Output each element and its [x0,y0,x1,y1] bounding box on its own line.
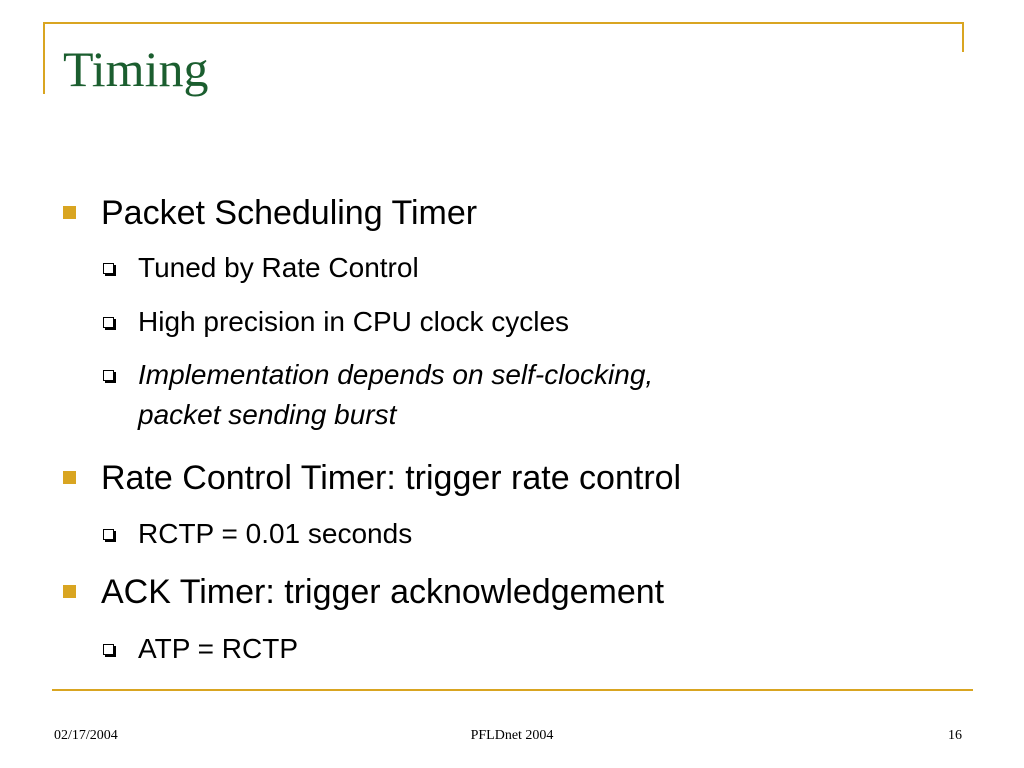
box-bullet-icon [103,370,114,381]
slide-title: Timing [63,41,209,97]
box-bullet-icon [103,317,114,328]
bullet-rate-control-timer [63,458,681,498]
frame-right-line [962,22,964,52]
subbullet-text-line-1: Implementation depends on self-clocking, [138,359,654,390]
frame-left-line [43,22,45,94]
subbullet-text: RCTP = 0.01 seconds [138,518,413,549]
box-bullet-icon [103,644,114,655]
subbullet-implementation [103,353,653,437]
bullet-ack-timer [63,572,664,612]
subbullet-rctp [103,512,412,556]
subbullet-text: High precision in CPU clock cycles [138,306,570,337]
square-bullet-icon [63,471,76,484]
subbullet-tuned-by-rate-control [103,246,419,290]
subbullet-atp [103,627,298,671]
footer-conference: PFLDnet 2004 [470,728,554,743]
subbullet-text: ATP = RCTP [138,633,299,664]
footer-date: 02/17/2004 [54,728,118,743]
footer-divider [52,689,973,691]
frame-top-line [43,22,964,24]
square-bullet-icon [63,206,76,219]
square-bullet-icon [63,585,76,598]
bullet-text: Packet Scheduling Timer [101,194,478,232]
subbullet-high-precision [103,300,569,344]
bullet-packet-scheduling-timer [63,193,477,233]
subbullet-text: Tuned by Rate Control [138,252,419,283]
subbullet-text-line-2: packet sending burst [138,399,397,430]
box-bullet-icon [103,263,114,274]
box-bullet-icon [103,529,114,540]
footer-page-number: 16 [948,728,962,743]
bullet-text: ACK Timer: trigger acknowledgement [101,573,665,611]
bullet-text: Rate Control Timer: trigger rate control [101,459,682,497]
